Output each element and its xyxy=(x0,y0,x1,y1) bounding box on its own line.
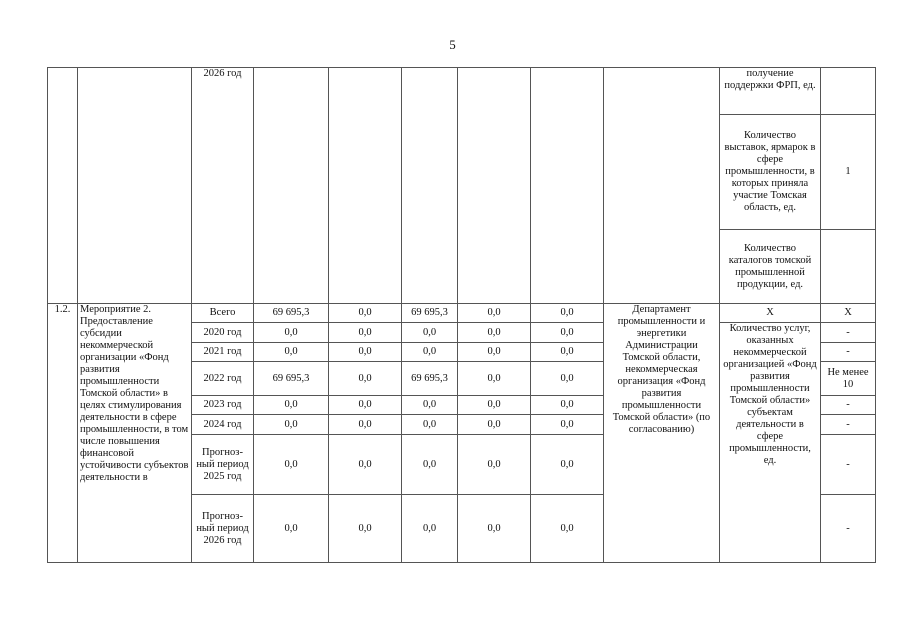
indicator-value-cell xyxy=(821,68,876,115)
period-cell: 2024 год xyxy=(192,415,254,435)
period-cell: 2023 год xyxy=(192,396,254,415)
value-cell: 69 695,3 xyxy=(402,362,458,396)
value-cell: 0,0 xyxy=(329,304,402,323)
value-cell: 0,0 xyxy=(458,396,531,415)
executor-cell-empty xyxy=(604,68,720,304)
value-cell: 0,0 xyxy=(458,323,531,343)
indicator-value-cell: Х xyxy=(821,304,876,323)
value-cell xyxy=(458,68,531,304)
indicator-name-cell: получение поддержки ФРП, ед. xyxy=(720,68,821,115)
value-cell: 0,0 xyxy=(531,435,604,495)
indicator-name-cell: Х xyxy=(720,304,821,323)
indicator-value-cell: 1 xyxy=(821,115,876,230)
period-cell: 2021 год xyxy=(192,343,254,362)
period-cell: Прогноз-ный период 2026 год xyxy=(192,495,254,563)
value-cell: 0,0 xyxy=(254,435,329,495)
value-cell: 0,0 xyxy=(402,435,458,495)
value-cell: 0,0 xyxy=(329,396,402,415)
measure-number: 1.2. xyxy=(48,304,78,563)
value-cell: 0,0 xyxy=(458,343,531,362)
page-number: 5 xyxy=(449,37,456,52)
indicator-value-cell: - xyxy=(821,396,876,415)
indicator-value-cell xyxy=(821,230,876,304)
value-cell: 0,0 xyxy=(402,343,458,362)
value-cell: 0,0 xyxy=(254,396,329,415)
indicator-value-cell: - xyxy=(821,343,876,362)
indicator-name-cell: Количество выставок, ярмарок в сфере промышленности, в которых приняла участие Томская область, ед. xyxy=(720,115,821,230)
value-cell: 0,0 xyxy=(531,362,604,396)
indicator-value-cell: - xyxy=(821,323,876,343)
period-cell: 2026 год xyxy=(192,68,254,304)
value-cell: 0,0 xyxy=(531,304,604,323)
indicator-value-cell: - xyxy=(821,495,876,563)
value-cell: 0,0 xyxy=(531,343,604,362)
value-cell: 0,0 xyxy=(458,435,531,495)
indicator-name-cell: Количество каталогов томской промышленной продукции, ед. xyxy=(720,230,821,304)
value-cell: 0,0 xyxy=(254,415,329,435)
period-cell: Прогноз-ный период 2025 год xyxy=(192,435,254,495)
value-cell: 69 695,3 xyxy=(402,304,458,323)
value-cell: 69 695,3 xyxy=(254,304,329,323)
indicator-value-cell: - xyxy=(821,415,876,435)
period-cell: 2020 год xyxy=(192,323,254,343)
value-cell: 0,0 xyxy=(531,415,604,435)
value-cell: 0,0 xyxy=(402,495,458,563)
value-cell: 0,0 xyxy=(458,495,531,563)
value-cell xyxy=(254,68,329,304)
value-cell: 0,0 xyxy=(254,323,329,343)
cell-number-empty xyxy=(48,68,78,304)
value-cell: 0,0 xyxy=(329,435,402,495)
indicator-value-cell: - xyxy=(821,435,876,495)
value-cell: 0,0 xyxy=(329,495,402,563)
value-cell: 0,0 xyxy=(254,495,329,563)
value-cell: 0,0 xyxy=(402,396,458,415)
value-cell: 0,0 xyxy=(531,495,604,563)
value-cell: 0,0 xyxy=(329,323,402,343)
executor-cell: Департамент промышленности и энергетики Администрации Томской области, некоммерческая организация «Фонд развития промышленности Томской области» (по согласованию) xyxy=(604,304,720,563)
value-cell: 0,0 xyxy=(402,323,458,343)
value-cell: 0,0 xyxy=(531,323,604,343)
indicator-value-cell: Не менее 10 xyxy=(821,362,876,396)
value-cell: 0,0 xyxy=(458,304,531,323)
value-cell: 0,0 xyxy=(402,415,458,435)
value-cell: 0,0 xyxy=(531,396,604,415)
value-cell: 0,0 xyxy=(329,415,402,435)
value-cell: 69 695,3 xyxy=(254,362,329,396)
value-cell: 0,0 xyxy=(329,362,402,396)
value-cell xyxy=(531,68,604,304)
period-cell: 2022 год xyxy=(192,362,254,396)
indicator-name-cell: Количество услуг, оказанных некоммерческой организацией «Фонд развития промышленности Томской области» субъектам деятельности в сфере промышленности, ед. xyxy=(720,323,821,563)
measure-name: Мероприятие 2. Предоставление субсидии некоммерческой организации «Фонд развития промышленности Томской области» в целях стимулирования деятельности в сфере промышленности, в том числе повышения финансовой устойчивости субъектов деятельности в xyxy=(78,304,192,563)
value-cell xyxy=(329,68,402,304)
value-cell: 0,0 xyxy=(458,362,531,396)
value-cell: 0,0 xyxy=(458,415,531,435)
period-cell: Всего xyxy=(192,304,254,323)
program-table xyxy=(47,67,876,563)
cell-name-empty xyxy=(78,68,192,304)
value-cell: 0,0 xyxy=(254,343,329,362)
value-cell: 0,0 xyxy=(329,343,402,362)
value-cell xyxy=(402,68,458,304)
